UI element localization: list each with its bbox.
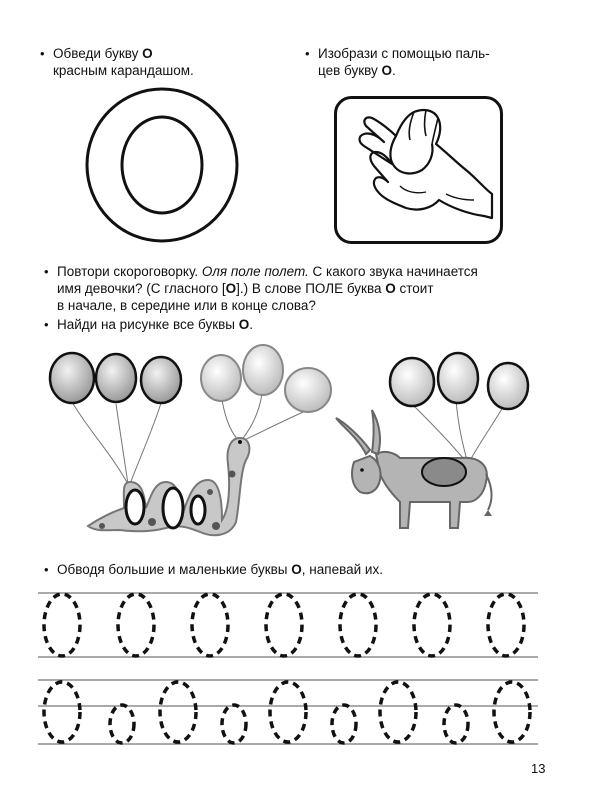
donkey-icon bbox=[336, 410, 492, 528]
task-trace-letter bbox=[40, 45, 253, 79]
task-sing-trace: • Обводя большие и маленькие буквы О, напевай их. bbox=[44, 562, 383, 577]
task-find-letters: • Найди на рисунке все буквы О. bbox=[44, 317, 254, 332]
task-tongue-twister: • Повтори скороговорку. Оля поле полет. С какого звука начинается имя девочки? (С гласного [О].) В слове ПОЛЕ буква О стоит в начале, в середине или в конце слова? bbox=[44, 264, 478, 313]
dashed-letter-o-big bbox=[44, 682, 80, 742]
dashed-letter-o bbox=[44, 594, 80, 656]
tracing-row-2[interactable] bbox=[38, 676, 558, 756]
dashed-letter-o-big bbox=[160, 682, 196, 742]
dashed-letter-o-small bbox=[332, 705, 356, 743]
letter-o: О bbox=[381, 63, 392, 78]
bullet: • bbox=[44, 317, 49, 332]
dashed-letter-o bbox=[266, 594, 302, 656]
letter-o: О bbox=[238, 317, 250, 332]
dashed-letter-o-big bbox=[494, 682, 530, 742]
dashed-letter-o bbox=[192, 594, 228, 656]
task-text: Обведи букву bbox=[53, 46, 143, 61]
dashed-letter-o-big bbox=[270, 682, 306, 742]
bullet: • bbox=[305, 46, 310, 61]
dashed-letter-o bbox=[340, 594, 376, 656]
task-finger-letter: • Изобрази с помощью паль- цев букву О. bbox=[318, 45, 538, 79]
bullet: • bbox=[44, 264, 49, 279]
bullet: • bbox=[40, 46, 45, 61]
task-text-line2: красным карандашом. bbox=[53, 63, 194, 78]
dashed-letter-o bbox=[414, 594, 450, 656]
balloon-cluster-middle-icon bbox=[201, 345, 331, 442]
letter-o: О bbox=[142, 46, 153, 61]
balloon-cluster-left-icon bbox=[50, 353, 181, 484]
bullet: • bbox=[44, 562, 49, 577]
balloon-cluster-right-icon bbox=[390, 353, 528, 464]
dashed-letter-o-small bbox=[110, 705, 134, 743]
dashed-letter-o bbox=[118, 594, 154, 656]
dashed-letter-o-big bbox=[380, 682, 416, 742]
dashed-letter-o-small bbox=[222, 705, 246, 743]
letter-o: О bbox=[291, 562, 302, 577]
dashed-letter-o-small bbox=[444, 705, 468, 743]
letter-o: О bbox=[225, 281, 237, 296]
snake-icon bbox=[88, 438, 249, 535]
big-outline-letter[interactable] bbox=[82, 86, 242, 246]
task-text-line1: Изобрази с помощью паль- bbox=[318, 46, 490, 61]
page-number: 13 bbox=[531, 761, 546, 776]
hand-gesture-icon bbox=[334, 96, 504, 244]
task-text: цев букву bbox=[318, 63, 382, 78]
letter-o: О bbox=[385, 281, 396, 296]
illustration-scene bbox=[40, 342, 560, 542]
tracing-row-1[interactable] bbox=[38, 585, 558, 675]
tongue-twister-phrase: Оля поле полет. bbox=[201, 264, 309, 279]
dashed-letter-o bbox=[488, 594, 524, 656]
